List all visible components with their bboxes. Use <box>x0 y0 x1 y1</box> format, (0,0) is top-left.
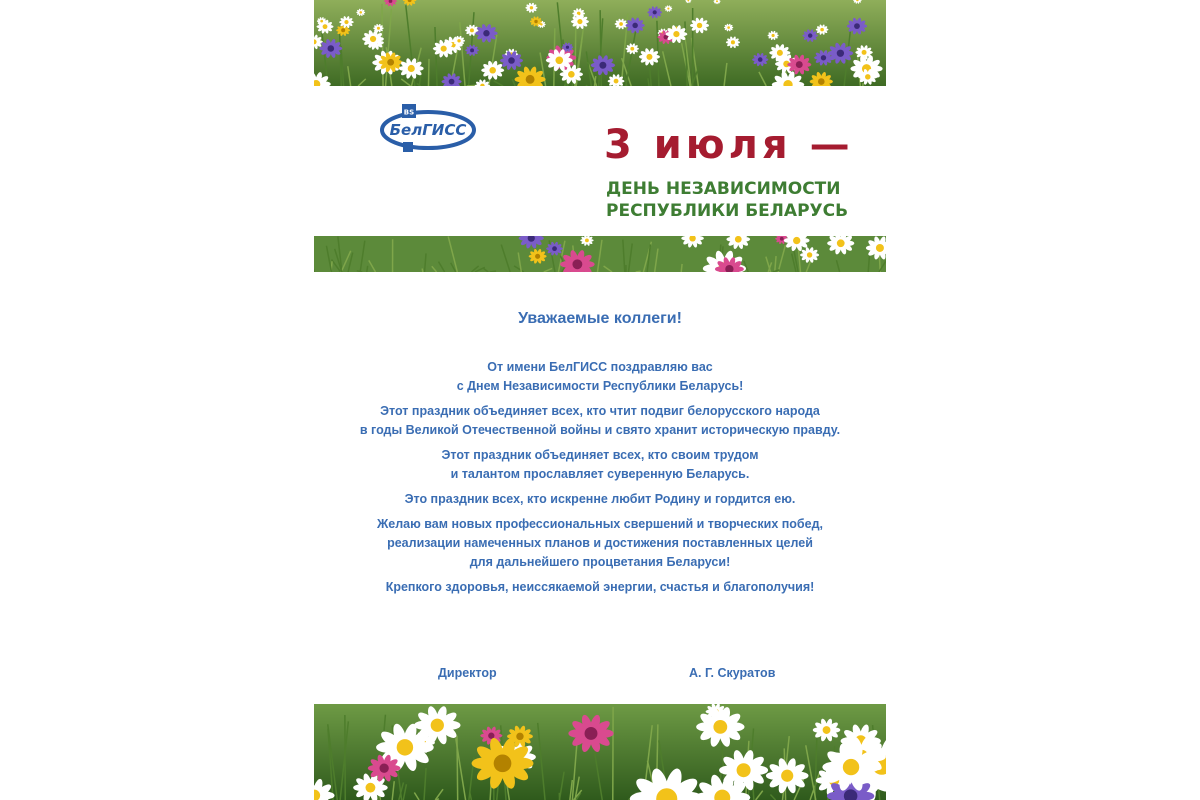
logo-text: БелГИСС <box>389 121 467 139</box>
logo-badge: BS <box>403 108 415 117</box>
signature-name: А. Г. Скуратов <box>689 666 776 680</box>
holiday-line-1: ДЕНЬ НЕЗАВИСИМОСТИ <box>606 179 841 199</box>
greeting-card <box>314 0 886 800</box>
flower-meadow-bottom-image <box>314 704 886 800</box>
signature-role: Директор <box>438 666 497 680</box>
letter-line: Этот праздник объединяет всех, кто своим трудом <box>441 448 759 462</box>
meadow-top-svg <box>314 0 886 86</box>
holiday-line-2: РЕСПУБЛИКИ БЕЛАРУСЬ <box>606 201 849 221</box>
meadow-mid-svg <box>314 236 886 272</box>
letter-line: Это праздник всех, кто искренне любит Родину и гордится ею. <box>404 492 796 506</box>
signature-block <box>314 666 886 686</box>
letter-paragraph <box>314 578 886 597</box>
letter-body <box>314 310 886 603</box>
flower-meadow-middle-image <box>314 236 886 272</box>
letter-paragraphs <box>314 358 886 597</box>
letter-line: в годы Великой Отечественной войны и свято хранит историческую правду. <box>359 423 841 437</box>
letter-line: реализации намеченных планов и достижения поставленных целей <box>387 536 813 550</box>
letter-line: для дальнейшего процветания Беларуси! <box>469 555 731 569</box>
letter-line: Этот праздник объединяет всех, кто чтит подвиг белорусского народа <box>380 404 820 418</box>
date-title: 3 июля — <box>604 122 854 168</box>
letter-paragraph <box>314 446 886 484</box>
letter-paragraph <box>314 358 886 396</box>
flower-meadow-top-image <box>314 0 886 86</box>
letter-greeting: Уважаемые коллеги! <box>518 310 682 327</box>
letter-paragraph <box>314 402 886 440</box>
belgiss-logo <box>376 102 476 154</box>
letter-paragraph <box>314 490 886 509</box>
letter-line: От имени БелГИСС поздравляю вас <box>487 360 713 374</box>
holiday-title <box>606 178 876 222</box>
letter-line: и талантом прославляет суверенную Беларусь. <box>450 467 750 481</box>
meadow-bottom-svg <box>314 704 886 800</box>
letter-line: Крепкого здоровья, неиссякаемой энергии, счастья и благополучия! <box>385 580 815 594</box>
letter-paragraph <box>314 515 886 572</box>
letter-line: с Днем Независимости Республики Беларусь! <box>456 379 744 393</box>
letter-line: Желаю вам новых профессиональных свершений и творческих побед, <box>376 517 824 531</box>
